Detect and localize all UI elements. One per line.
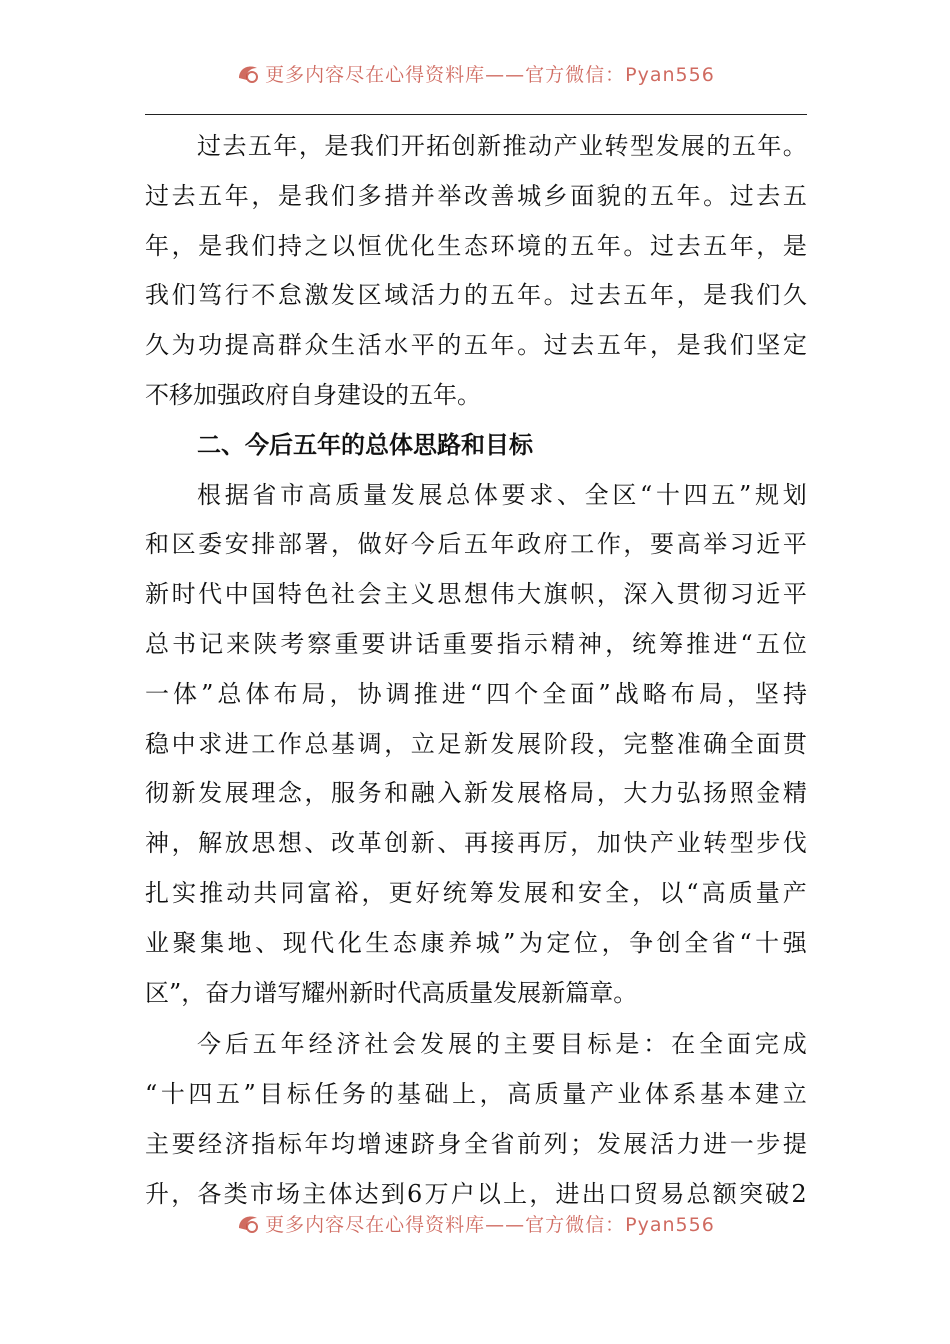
paragraph-line: 区”，奋力谱写耀州新时代高质量发展新篇章。 [145, 978, 638, 1007]
paragraph-line: 业 聚 集 地 、 现 代 化 生 态 康 养 城 ” 为 定 位 ， 争 创 全 省 “ 十 强 [145, 928, 807, 957]
paragraph-line: 根 据 省 市 高 质 量 发 展 总 体 要 求 、 全 区 “ 十 四 五 ” 规 划 [197, 480, 807, 509]
paragraph-line: 不移加强政府自身建设的五年。 [145, 380, 481, 409]
paragraph-line: 彻 新 发 展 理 念 ， 服 务 和 融 入 新 发 展 格 局 ， 大 力 弘 扬 照 金 精 [145, 779, 807, 808]
paragraph-line: 新 时 代 中 国 特 色 社 会 主 义 思 想 伟 大 旗 帜 ， 深 入 贯 彻 习 近 平 [145, 580, 807, 609]
watermark-logo-icon [235, 60, 261, 86]
paragraph-line: 和 区 委 安 排 部 署 ， 做 好 今 后 五 年 政 府 工 作 ， 要 高 举 习 近 平 [145, 530, 807, 559]
paragraph-line: 主 要 经 济 指 标 年 均 增 速 跻 身 全 省 前 列 ； 发 展 活 力 进 一 步 提 [145, 1129, 807, 1158]
paragraph-line: 扎 实 推 动 共 同 富 裕 ， 更 好 统 筹 发 展 和 安 全 ， 以 “ 高 质 量 产 [145, 878, 807, 907]
paragraph-line: 一 体 ” 总 体 布 局 ， 协 调 推 进 “ 四 个 全 面 ” 战 略 布 局 ， 坚 持 [145, 679, 807, 708]
paragraph-line: 我 们 笃 行 不 怠 激 发 区 域 活 力 的 五 年 。 过 去 五 年 ， 是 我 们 久 [145, 281, 807, 310]
paragraph-line: 稳 中 求 进 工 作 总 基 调 ， 立 足 新 发 展 阶 段 ， 完 整 准 确 全 面 贯 [145, 729, 807, 758]
header-watermark [0, 58, 950, 88]
paragraph-line: 今 后 五 年 经 济 社 会 发 展 的 主 要 目 标 是 ： 在 全 面 完 成 [197, 1030, 807, 1059]
paragraph-line: 过 去 五 年 ， 是 我 们 开 拓 创 新 推 动 产 业 转 型 发 展 的 五 年 。 [197, 132, 807, 160]
header-watermark-text: 更多内容尽在心得资料库——官方微信：Pyan556 [265, 63, 715, 86]
paragraph-line: 过 去 五 年 ， 是 我 们 多 措 并 举 改 善 城 乡 面 貌 的 五 年 。 过 去 五 [145, 181, 807, 210]
paragraph-line: 总 书 记 来 陕 考 察 重 要 讲 话 重 要 指 示 精 神 ， 统 筹 推 进 “ 五 位 [145, 629, 807, 658]
section-heading: 二、今后五年的总体思路和目标 [197, 430, 533, 459]
footer-watermark [0, 1208, 950, 1238]
footer-watermark-text: 更多内容尽在心得资料库——官方微信：Pyan556 [265, 1213, 715, 1236]
paragraph-line: 升 ， 各 类 市 场 主 体 达 到 6 万 户 以 上 ， 进 出 口 贸 易 总 额 突 破 2 [145, 1179, 807, 1208]
watermark-logo-icon [235, 1210, 261, 1236]
paragraph-line: 神 ， 解 放 思 想 、 改 革 创 新 、 再 接 再 厉 ， 加 快 产 业 转 型 步 伐 [145, 829, 807, 858]
header-rule [145, 114, 807, 115]
paragraph-line: 久 为 功 提 高 群 众 生 活 水 平 的 五 年 。 过 去 五 年 ， 是 我 们 坚 定 [145, 331, 807, 360]
paragraph-line: “ 十 四 五 ” 目 标 任 务 的 基 础 上 ， 高 质 量 产 业 体 系 基 本 建 立 [145, 1080, 807, 1109]
document-body [145, 122, 807, 1220]
paragraph-line: 年 ， 是 我 们 持 之 以 恒 优 化 生 态 环 境 的 五 年 。 过 去 五 年 ， 是 [145, 231, 807, 260]
